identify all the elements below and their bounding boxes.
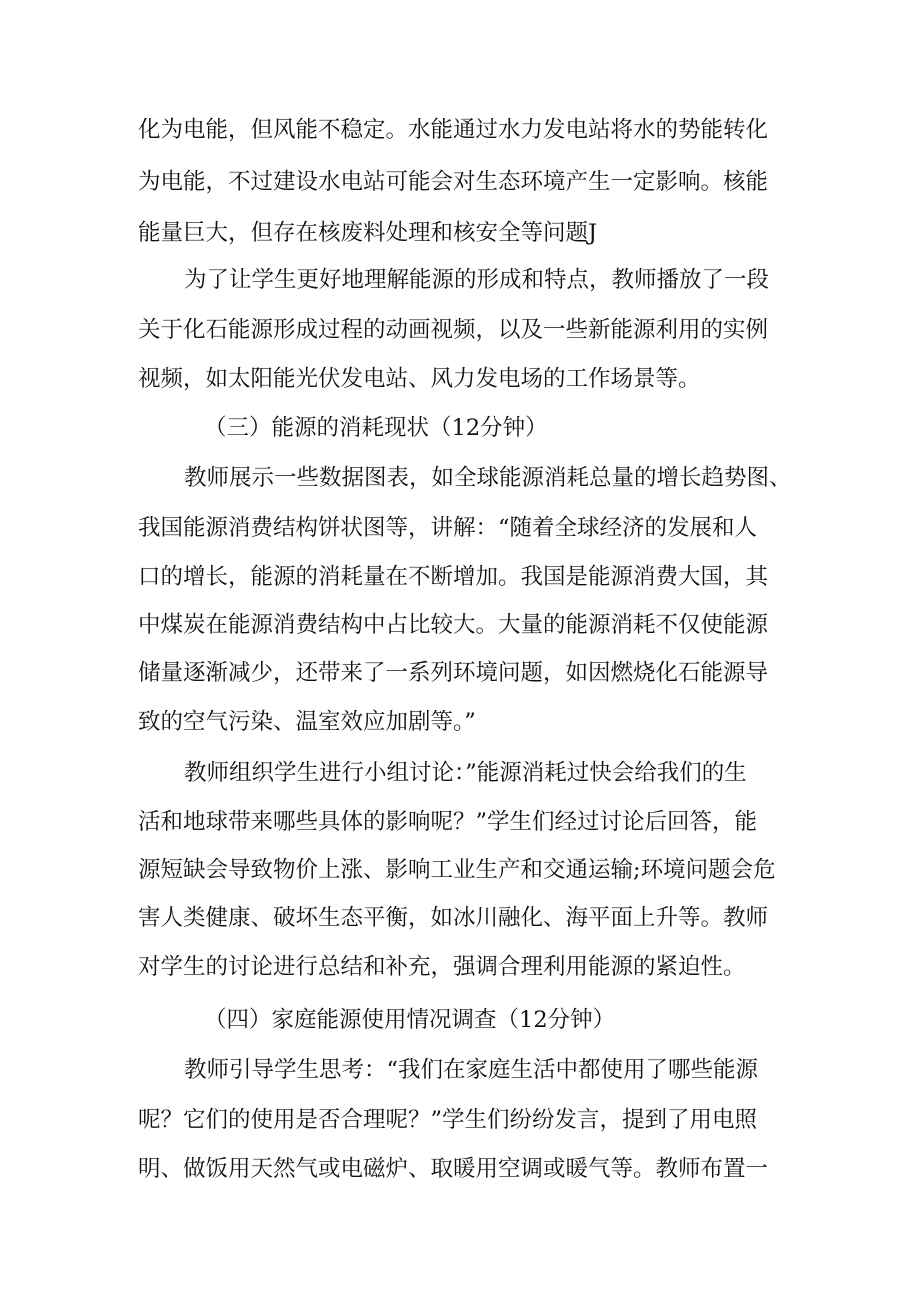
body-text-line: 关于化石能源形成过程的动画视频，以及一些新能源利用的实例 bbox=[138, 317, 769, 343]
body-text-line: 我国能源消费结构饼状图等，讲解：“随着全球经济的发展和人 bbox=[138, 515, 758, 541]
section-heading-4: （四）家庭能源使用情况调查（12分钟） bbox=[204, 1007, 616, 1033]
body-text-line: 对学生的讨论进行总结和补充，强调合理利用能源的紧迫性。 bbox=[138, 954, 746, 980]
body-text-line: 源短缺会导致物价上涨、影响工业生产和交通运输;环境问题会危 bbox=[138, 857, 776, 883]
body-text-line: 呢？它们的使用是否合理呢？”学生们纷纷发言，提到了用电照 bbox=[138, 1107, 758, 1133]
body-text-line: 害人类健康、破坏生态平衡，如冰川融化、海平面上升等。教师 bbox=[138, 905, 769, 931]
body-text-line: 明、做饭用天然气或电磁炉、取暖用空调或暖气等。教师布置一 bbox=[138, 1156, 769, 1182]
body-text-line: 为电能，不过建设水电站可能会对生态环境产生一定影响。核能 bbox=[138, 169, 769, 195]
paragraph-first-line: 教师组织学生进行小组讨论：”能源消耗过快会给我们的生 bbox=[184, 760, 747, 786]
body-text-line: 储量逐渐减少，还带来了一系列环境问题，如因燃烧化石能源导 bbox=[138, 660, 769, 686]
body-text-line: 中煤炭在能源消费结构中占比较大。大量的能源消耗不仅使能源 bbox=[138, 612, 769, 638]
body-text-line: 口的增长，能源的消耗量在不断增加。我国是能源消费大国，其 bbox=[138, 564, 769, 590]
section-heading-3: （三）能源的消耗现状（12分钟） bbox=[204, 415, 548, 441]
body-text-line: 活和地球带来哪些具体的影响呢？”学生们经过讨论后回答，能 bbox=[138, 809, 758, 835]
body-text-line: 致的空气污染、温室效应加剧等。” bbox=[138, 709, 476, 735]
paragraph-first-line: 教师展示一些数据图表，如全球能源消耗总量的增长趋势图、 bbox=[184, 465, 792, 491]
body-text-line: 能量巨大，但存在核废料处理和核安全等问题J bbox=[138, 220, 598, 246]
body-text-line: 化为电能，但风能不稳定。水能通过水力发电站将水的势能转化 bbox=[138, 117, 769, 143]
paragraph-first-line: 教师引导学生思考：“我们在家庭生活中都使用了哪些能源 bbox=[184, 1057, 759, 1083]
body-text-line: 视频，如太阳能光伏发电站、风力发电场的工作场景等。 bbox=[138, 366, 701, 392]
paragraph-first-line: 为了让学生更好地理解能源的形成和特点，教师播放了一段 bbox=[184, 267, 770, 293]
